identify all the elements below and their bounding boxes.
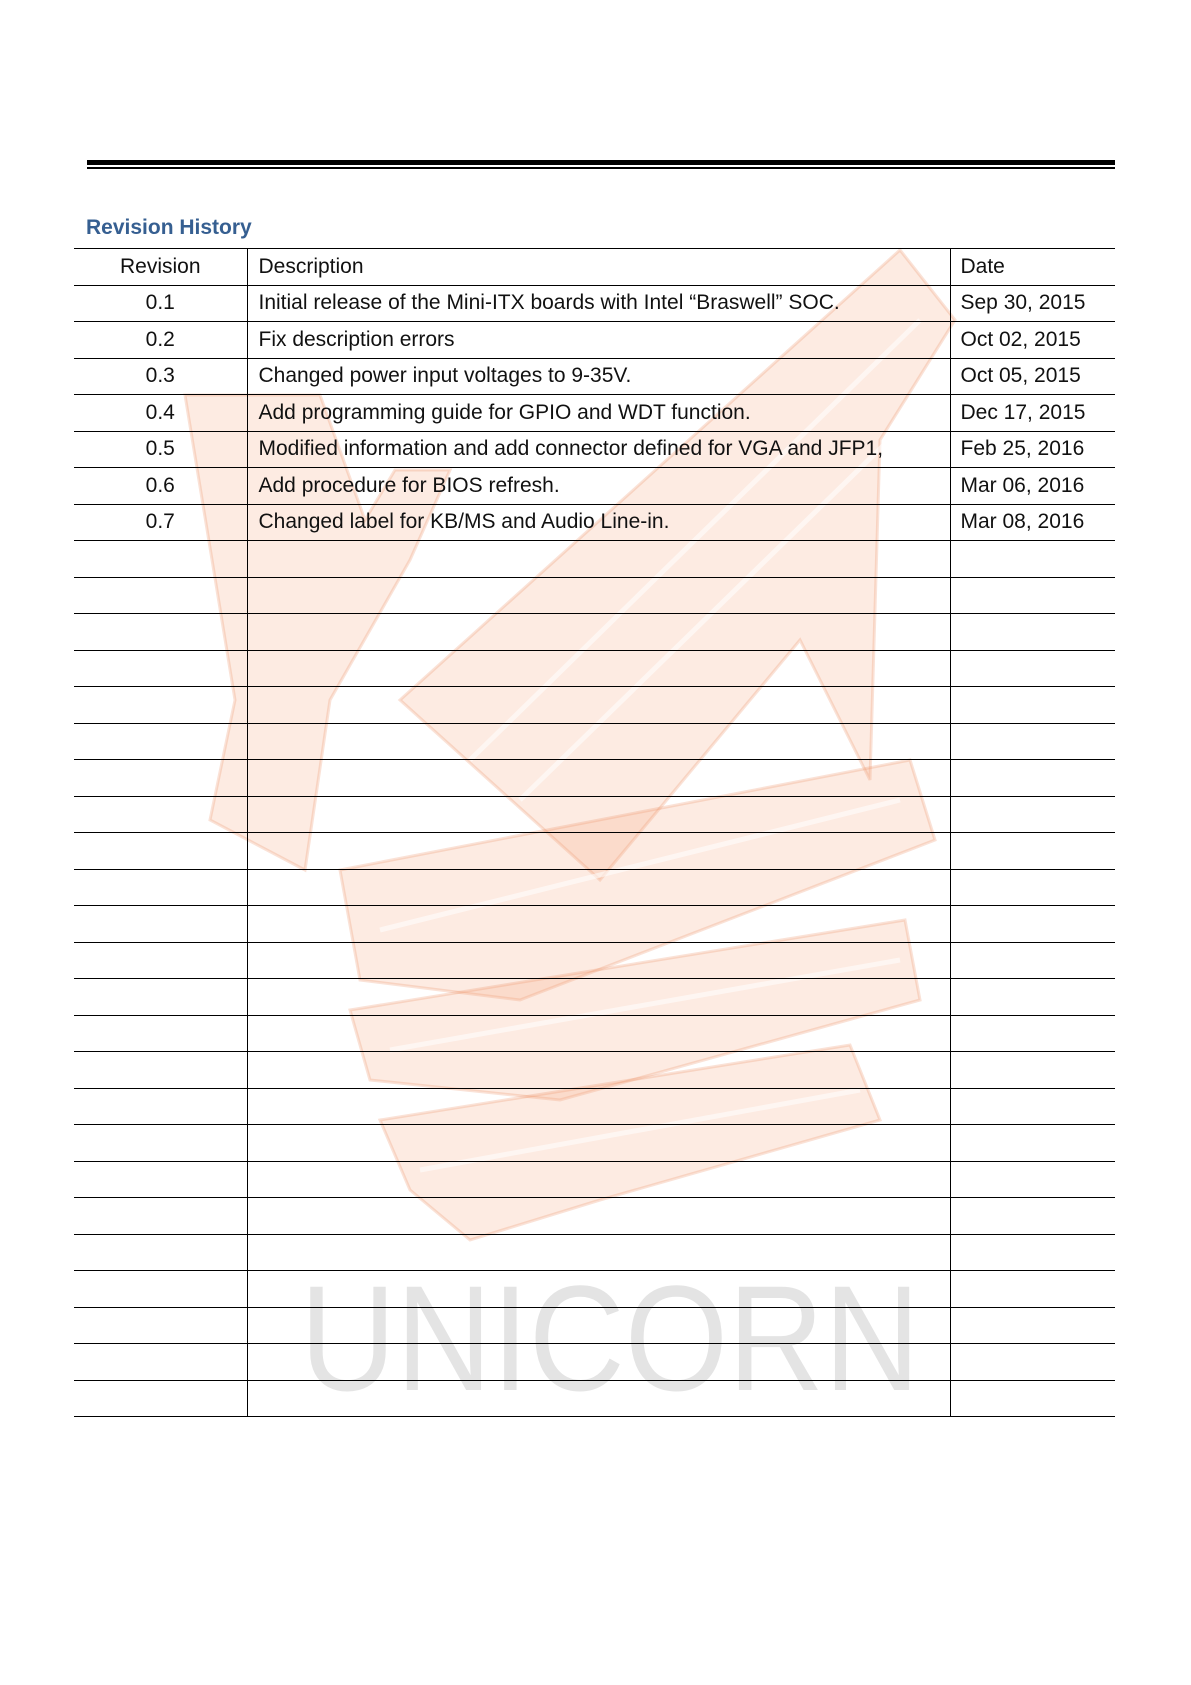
cell-empty (247, 796, 950, 833)
cell-date: Sep 30, 2015 (950, 285, 1115, 322)
table-row-empty (74, 1307, 1115, 1344)
cell-empty (950, 979, 1115, 1016)
table-row-empty (74, 1088, 1115, 1125)
cell-empty (247, 1234, 950, 1271)
cell-empty (74, 1015, 247, 1052)
cell-empty (950, 796, 1115, 833)
table-row-empty (74, 1380, 1115, 1417)
table-row-empty (74, 1125, 1115, 1162)
cell-empty (950, 1344, 1115, 1381)
table-row (74, 322, 1115, 359)
cell-revision: 0.2 (74, 322, 247, 359)
cell-empty (74, 979, 247, 1016)
cell-revision: 0.6 (74, 468, 247, 505)
header-description: Description (247, 249, 950, 286)
table-row-empty (74, 906, 1115, 943)
cell-empty (74, 869, 247, 906)
cell-empty (247, 760, 950, 797)
cell-revision: 0.1 (74, 285, 247, 322)
cell-empty (950, 942, 1115, 979)
table-row-empty (74, 577, 1115, 614)
cell-empty (247, 1052, 950, 1089)
table-row (74, 504, 1115, 541)
cell-empty (247, 942, 950, 979)
cell-revision: 0.4 (74, 395, 247, 432)
table-row-empty (74, 541, 1115, 578)
cell-date: Mar 08, 2016 (950, 504, 1115, 541)
table-row-empty (74, 1052, 1115, 1089)
cell-empty (950, 1307, 1115, 1344)
table-row-empty (74, 1234, 1115, 1271)
cell-empty (74, 1052, 247, 1089)
table-row-empty (74, 979, 1115, 1016)
cell-empty (247, 577, 950, 614)
cell-empty (950, 1125, 1115, 1162)
cell-empty (950, 687, 1115, 724)
cell-empty (247, 541, 950, 578)
cell-empty (950, 1052, 1115, 1089)
header-date: Date (950, 249, 1115, 286)
cell-empty (74, 723, 247, 760)
cell-empty (74, 1088, 247, 1125)
cell-date: Oct 05, 2015 (950, 358, 1115, 395)
cell-empty (950, 1015, 1115, 1052)
cell-empty (247, 833, 950, 870)
table-row-empty (74, 869, 1115, 906)
cell-empty (247, 869, 950, 906)
cell-empty (247, 614, 950, 651)
cell-empty (950, 541, 1115, 578)
cell-empty (247, 979, 950, 1016)
cell-empty (74, 614, 247, 651)
cell-empty (74, 1125, 247, 1162)
cell-empty (247, 1198, 950, 1235)
table-row-empty (74, 650, 1115, 687)
table-row-empty (74, 687, 1115, 724)
cell-empty (247, 1344, 950, 1381)
cell-empty (74, 1271, 247, 1308)
section-title: Revision History (86, 216, 252, 239)
cell-empty (247, 1161, 950, 1198)
cell-empty (247, 1015, 950, 1052)
revision-history-table (74, 248, 1115, 1417)
table-row (74, 358, 1115, 395)
unicorn-watermark-text: UNICORN (300, 1254, 920, 1422)
cell-empty (74, 1234, 247, 1271)
cell-empty (74, 687, 247, 724)
table-row-empty (74, 796, 1115, 833)
cell-empty (74, 541, 247, 578)
cell-description: Changed power input voltages to 9-35V. (247, 358, 950, 395)
cell-date: Dec 17, 2015 (950, 395, 1115, 432)
table-row-empty (74, 723, 1115, 760)
cell-empty (950, 1161, 1115, 1198)
cell-description: Fix description errors (247, 322, 950, 359)
cell-date: Oct 02, 2015 (950, 322, 1115, 359)
cell-empty (247, 1125, 950, 1162)
cell-empty (950, 869, 1115, 906)
table-row-empty (74, 942, 1115, 979)
cell-empty (950, 833, 1115, 870)
cell-empty (247, 687, 950, 724)
cell-description: Add procedure for BIOS refresh. (247, 468, 950, 505)
cell-description: Initial release of the Mini-ITX boards with Intel “Braswell” SOC. (247, 285, 950, 322)
table-header-row (74, 249, 1115, 286)
cell-revision: 0.5 (74, 431, 247, 468)
cell-empty (247, 906, 950, 943)
cell-description: Modified information and add connector defined for VGA and JFP1, (247, 431, 950, 468)
table-body (74, 285, 1115, 1417)
cell-date: Mar 06, 2016 (950, 468, 1115, 505)
table-row-empty (74, 760, 1115, 797)
cell-date: Feb 25, 2016 (950, 431, 1115, 468)
table-row-empty (74, 1015, 1115, 1052)
cell-empty (74, 1161, 247, 1198)
header-revision: Revision (74, 249, 247, 286)
cell-empty (950, 906, 1115, 943)
cell-empty (74, 760, 247, 797)
cell-empty (247, 1271, 950, 1308)
cell-empty (247, 1088, 950, 1125)
cell-empty (950, 577, 1115, 614)
cell-empty (950, 650, 1115, 687)
header-rule-thick (87, 160, 1115, 165)
cell-revision: 0.3 (74, 358, 247, 395)
cell-empty (247, 1380, 950, 1417)
cell-empty (74, 650, 247, 687)
cell-description: Add programming guide for GPIO and WDT function. (247, 395, 950, 432)
cell-empty (950, 723, 1115, 760)
cell-empty (950, 1380, 1115, 1417)
cell-empty (74, 906, 247, 943)
table-row (74, 468, 1115, 505)
table-row (74, 431, 1115, 468)
cell-empty (950, 1234, 1115, 1271)
cell-empty (247, 723, 950, 760)
cell-empty (950, 760, 1115, 797)
cell-empty (950, 1271, 1115, 1308)
cell-empty (74, 1380, 247, 1417)
table-row-empty (74, 614, 1115, 651)
cell-empty (74, 577, 247, 614)
cell-empty (74, 942, 247, 979)
table-row-empty (74, 833, 1115, 870)
table-row-empty (74, 1198, 1115, 1235)
cell-empty (950, 614, 1115, 651)
cell-empty (950, 1198, 1115, 1235)
cell-empty (247, 650, 950, 687)
table-row (74, 395, 1115, 432)
cell-empty (74, 1307, 247, 1344)
table-row-empty (74, 1271, 1115, 1308)
cell-empty (950, 1088, 1115, 1125)
cell-empty (74, 796, 247, 833)
table-row-empty (74, 1161, 1115, 1198)
cell-empty (74, 1344, 247, 1381)
table-row (74, 285, 1115, 322)
header-rule-thin (87, 167, 1115, 169)
cell-empty (74, 1198, 247, 1235)
cell-empty (74, 833, 247, 870)
table-row-empty (74, 1344, 1115, 1381)
header-rule (87, 160, 1115, 169)
cell-description: Changed label for KB/MS and Audio Line-in. (247, 504, 950, 541)
cell-empty (247, 1307, 950, 1344)
cell-revision: 0.7 (74, 504, 247, 541)
